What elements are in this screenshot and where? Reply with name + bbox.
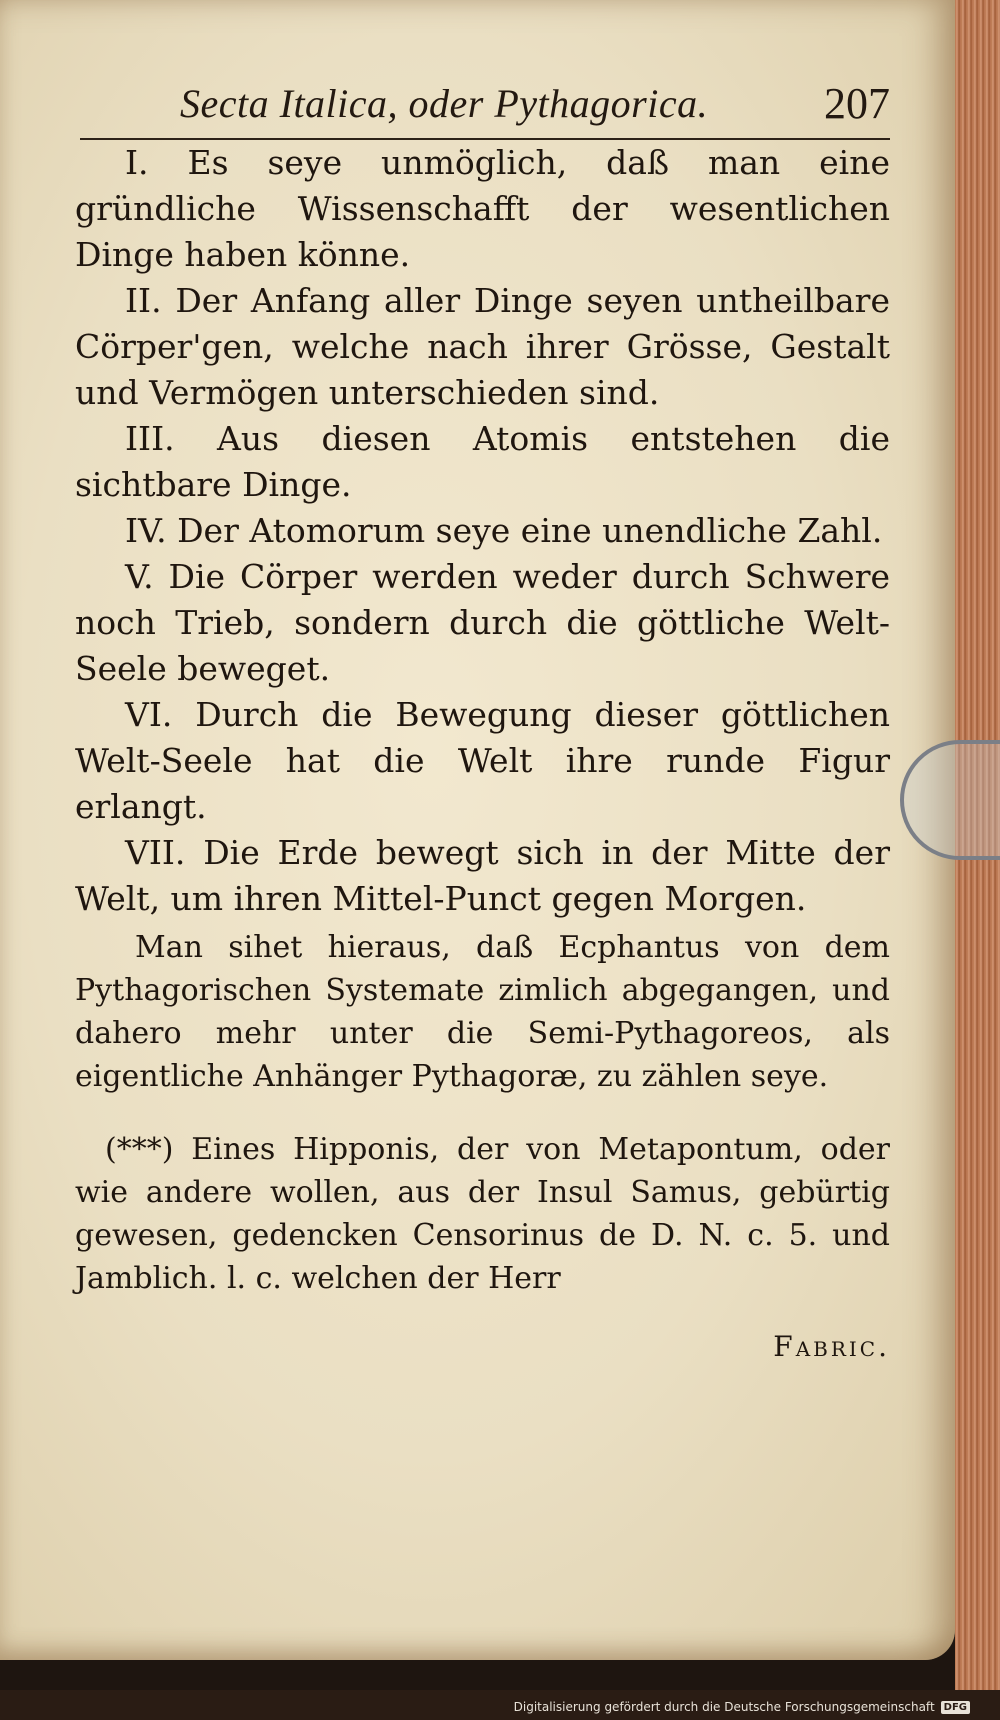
credit-text: Digitalisierung gefördert durch die Deutsche Forschungsgemeinschaft	[513, 1700, 935, 1714]
dfg-logo-icon: DFG	[941, 1701, 970, 1714]
list-item: I. Es seye unmöglich, daß man eine gründliche Wissenschafft der wesentlichen Dinge haben könne.	[75, 143, 890, 274]
digitization-credit	[514, 1700, 970, 1714]
list-item: V. Die Cörper werden weder durch Schwere noch Trieb, sondern durch die göttliche Welt-Seele beweget.	[75, 557, 890, 688]
running-title: Secta Italica, oder Pythagorica.	[180, 81, 709, 126]
list-item: II. Der Anfang aller Dinge seyen untheilbare Cörper'gen, welche nach ihrer Grösse, Gestalt und Vermögen unterschieden sind.	[75, 281, 890, 412]
list-item: VII. Die Erde bewegt sich in der Mitte der Welt, um ihren Mittel-Punct gegen Morgen.	[75, 833, 890, 918]
page-body	[75, 140, 890, 1391]
list-item: III. Aus diesen Atomis entstehen die sichtbare Dinge.	[75, 419, 890, 504]
remark-paragraph: Man sihet hieraus, daß Ecphantus von dem Pythagorischen Systemate zimlich abgegangen, und dahero mehr unter die Semi-Pythagoreos, als eigentliche Anhänger Pythagoræ, zu zählen seye.	[75, 930, 890, 1094]
footnote: (***) Eines Hipponis, der von Metapontum, oder wie andere wollen, aus der Insul Samus, gebürtig gewesen, gedencken Censorinus de D. N. c. 5. und Jamblich. l. c. welchen der Herr	[75, 1132, 890, 1296]
list-item: VI. Durch die Bewegung dieser göttlichen Welt-Seele hat die Welt ihre runde Figur erlangt.	[75, 695, 890, 826]
list-item: IV. Der Atomorum seye eine unendliche Zahl.	[125, 511, 883, 550]
page-header	[80, 70, 890, 140]
page-number: 207	[824, 79, 890, 128]
catchword: Fabric.	[773, 1330, 890, 1363]
